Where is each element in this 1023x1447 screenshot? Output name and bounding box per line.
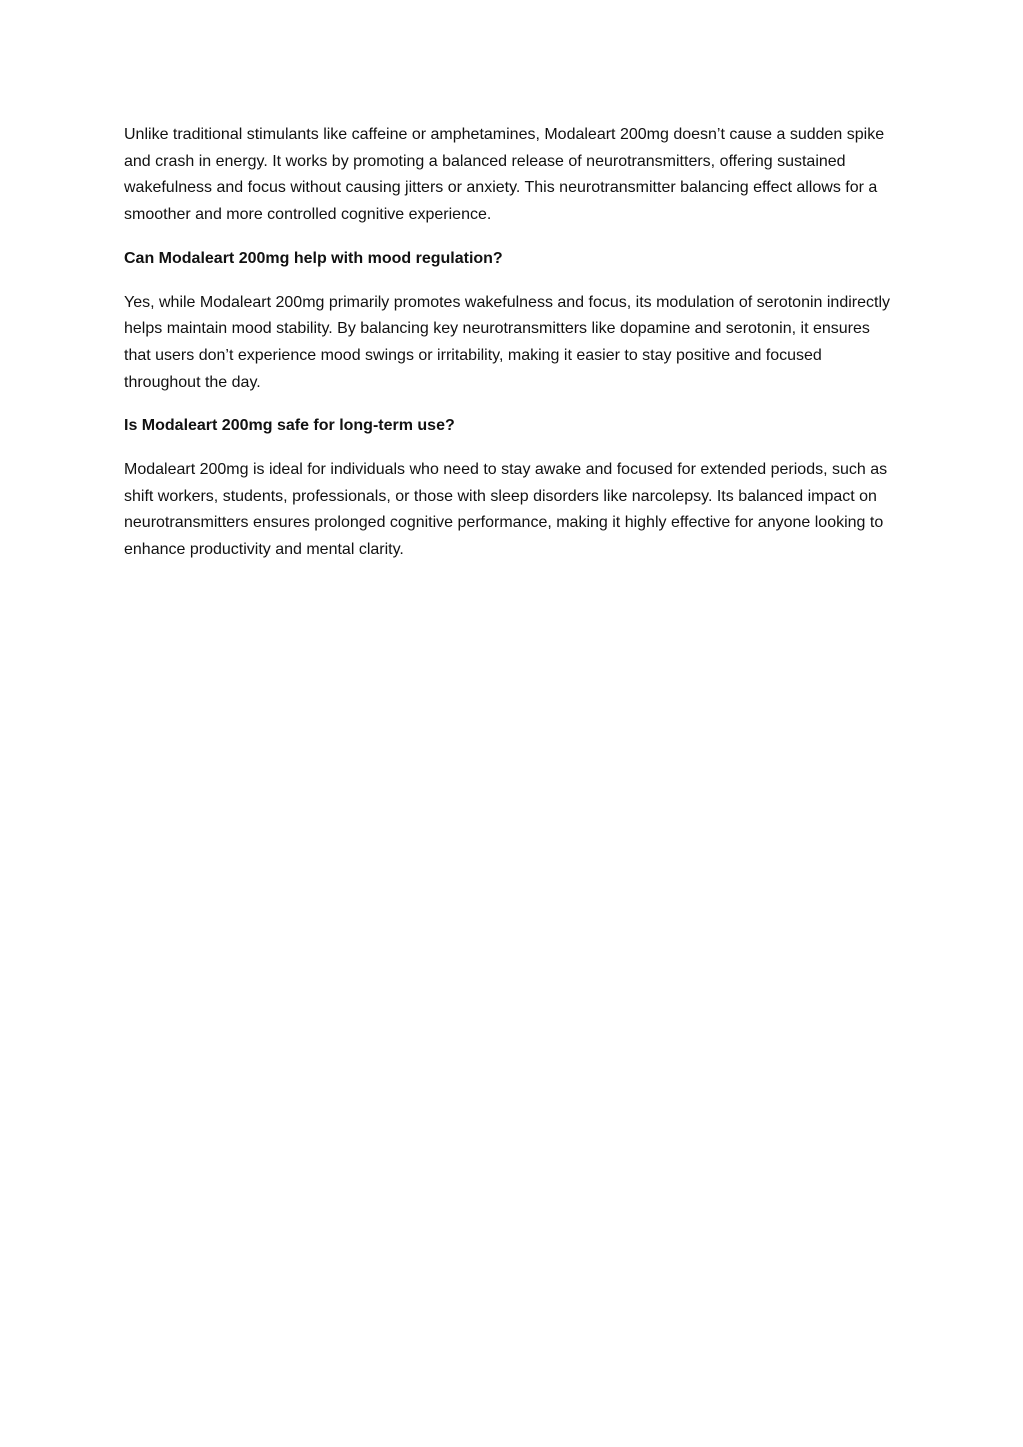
heading-long-term-use: Is Modaleart 200mg safe for long-term use? xyxy=(124,417,455,435)
heading-mood-regulation: Can Modaleart 200mg help with mood regulation? xyxy=(124,249,503,267)
paragraph-long-term-use: Modaleart 200mg is ideal for individuals who need to stay awake and focused for extended periods, such as shift workers, students, professionals, or those with sleep disorders like narcolepsy. Its balanced impact on neurotransmitters ensures prolonged cognitive performance, making it highly effective for anyone looking to enhance productivity and mental clarity. xyxy=(124,461,888,559)
document-body xyxy=(124,122,896,581)
paragraph-mood-regulation: Yes, while Modaleart 200mg primarily promotes wakefulness and focus, its modulation of serotonin indirectly helps maintain mood stability. By balancing key neurotransmitters like dopamine and serotonin, it ensures that users don’t experience mood swings or irritability, making it easier to stay positive and focused throughout the day. xyxy=(124,293,891,391)
paragraph-stimulant-comparison: Unlike traditional stimulants like caffeine or amphetamines, Modaleart 200mg doesn’t cause a sudden spike and crash in energy. It works by promoting a balanced release of neurotransmitters, offering sustained wakefulness and focus without causing jitters or anxiety. This neurotransmitter balancing effect allows for a smoother and more controlled cognitive experience. xyxy=(124,126,885,224)
